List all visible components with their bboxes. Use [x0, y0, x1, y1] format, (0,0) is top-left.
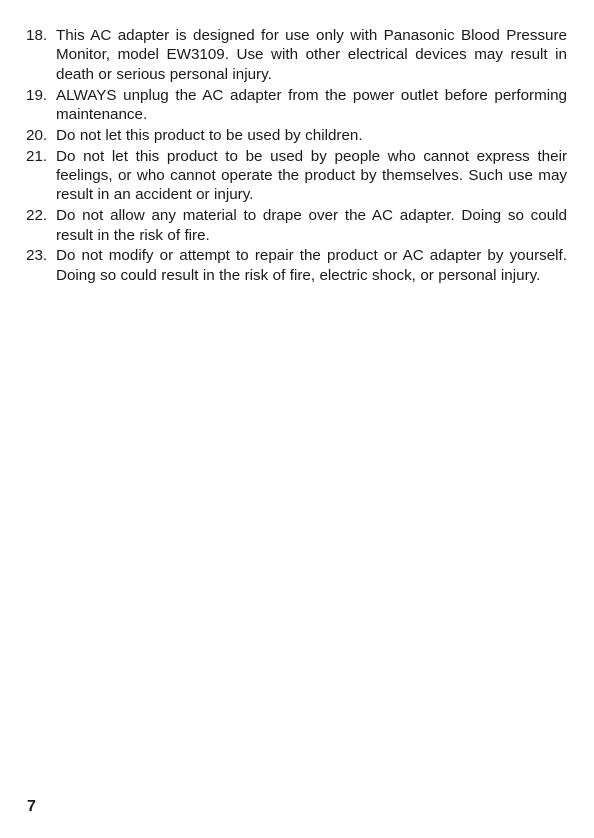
warning-item-19: [26, 86, 567, 125]
warning-item-22: [26, 206, 567, 245]
item-number: 23.: [26, 247, 48, 265]
warnings-list: [26, 26, 567, 287]
warning-item-20: [26, 126, 567, 145]
warning-item-23: [26, 246, 567, 285]
item-number: 21.: [26, 147, 48, 165]
item-text: This AC adapter is designed for use only with Panasonic Blood Pressure Monitor, model EW3109. Use with other electrical devices may result in death or serious personal injury.: [56, 27, 567, 83]
item-text: Do not let this product to be used by children.: [56, 126, 363, 144]
item-text: ALWAYS unplug the AC adapter from the power outlet before performing maintenance.: [56, 86, 567, 124]
item-number: 18.: [26, 27, 48, 44]
item-number: 22.: [26, 207, 48, 225]
warning-item-21: [26, 147, 567, 205]
item-text: Do not allow any material to drape over the AC adapter. Doing so could result in the risk of fire.: [56, 207, 567, 244]
item-text: Do not let this product to be used by people who cannot express their feelings, or who cannot operate the product by themselves. Such use may result in an accident or injury.: [56, 147, 567, 204]
item-number: 20.: [26, 126, 48, 144]
item-text: Do not modify or attempt to repair the product or AC adapter by yourself. Doing so could result in the risk of fire, electric shock, or personal injury.: [56, 247, 567, 284]
warning-item-18: [26, 26, 567, 84]
page-number: 7: [27, 798, 36, 815]
item-number: 19.: [26, 86, 48, 104]
